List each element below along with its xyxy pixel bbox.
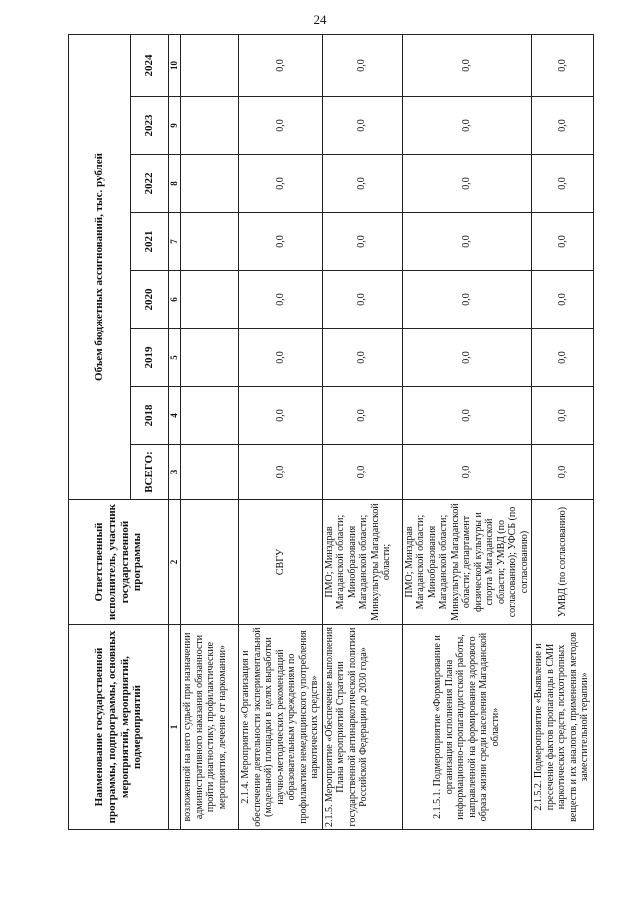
column-number: 5 — [169, 329, 181, 387]
row-value — [181, 97, 239, 155]
header-year: 2018 — [131, 387, 169, 445]
row-program-name: 2.1.5. Мероприятие «Обеспечение выполнения Плана мероприятий Стратегии государственной антинаркотической политики Российской Федерации до 2030 года» — [322, 625, 402, 830]
row-value: 0,0 — [532, 155, 594, 213]
budget-table — [68, 34, 594, 830]
row-value: 0,0 — [239, 213, 323, 271]
row-value — [181, 155, 239, 213]
row-value: 0,0 — [532, 34, 594, 96]
row-value: 0,0 — [402, 155, 532, 213]
column-number: 9 — [169, 97, 181, 155]
row-value — [181, 387, 239, 445]
header-year: 2021 — [131, 213, 169, 271]
row-value — [181, 271, 239, 329]
table-row — [532, 34, 594, 829]
row-value: 0,0 — [402, 329, 532, 387]
row-total: 0,0 — [239, 445, 323, 500]
row-value: 0,0 — [322, 155, 402, 213]
row-value: 0,0 — [402, 34, 532, 96]
column-number: 2 — [169, 500, 181, 625]
row-value: 0,0 — [322, 329, 402, 387]
row-value: 0,0 — [532, 329, 594, 387]
row-value: 0,0 — [322, 34, 402, 96]
column-number: 6 — [169, 271, 181, 329]
row-value: 0,0 — [402, 97, 532, 155]
row-program-name: 2.1.5.1. Подмероприятие «Формирование и организация исполнения Плана информационно-пропагандистской работы, направленной на формирование здорового образа жизни среди населения Магаданской области» — [402, 625, 532, 830]
column-number: 1 — [169, 625, 181, 830]
row-executor: ПМО; Минздрав Магаданской области; Минобразования Магаданской области; Минкультуры Магаданской области; департамент физической культуры и спорта Магаданской области; УМВД (по согласованию); УФСБ (по согласованию) — [402, 500, 532, 625]
column-number: 4 — [169, 387, 181, 445]
header-total: ВСЕГО: — [131, 445, 169, 500]
rotated-table-container — [68, 35, 590, 830]
column-number: 10 — [169, 34, 181, 96]
row-value: 0,0 — [322, 97, 402, 155]
row-value: 0,0 — [239, 155, 323, 213]
row-value: 0,0 — [402, 387, 532, 445]
row-value: 0,0 — [402, 271, 532, 329]
row-value — [181, 34, 239, 96]
column-number: 7 — [169, 213, 181, 271]
column-number: 3 — [169, 445, 181, 500]
table-row — [322, 34, 402, 829]
column-number: 8 — [169, 155, 181, 213]
table-row — [402, 34, 532, 829]
header-year: 2019 — [131, 329, 169, 387]
row-executor: УМВД (по согласованию) — [532, 500, 594, 625]
row-total: 0,0 — [322, 445, 402, 500]
header-year: 2020 — [131, 271, 169, 329]
table-row — [239, 34, 323, 829]
header-executor: Ответственный исполнитель, участник государственной программы — [69, 500, 169, 625]
row-value — [181, 329, 239, 387]
header-year: 2024 — [131, 34, 169, 96]
row-total: 0,0 — [402, 445, 532, 500]
row-value: 0,0 — [239, 97, 323, 155]
row-value: 0,0 — [532, 213, 594, 271]
row-value: 0,0 — [532, 271, 594, 329]
row-executor: СВГУ — [239, 500, 323, 625]
row-value: 0,0 — [402, 213, 532, 271]
header-year: 2022 — [131, 155, 169, 213]
row-value: 0,0 — [532, 97, 594, 155]
row-value: 0,0 — [322, 213, 402, 271]
row-value: 0,0 — [532, 387, 594, 445]
row-program-name: 2.1.5.2. Подмероприятие «Выявление и пресечение фактов пропаганды в СМИ наркотических средств, психотропных веществ и их аналогов, применения методов заместительной терапии» — [532, 625, 594, 830]
row-executor: ПМО; Минздрав Магаданской области; Минобразования Магаданской области; Минкультуры Магаданской области; — [322, 500, 402, 625]
row-value — [181, 213, 239, 271]
row-value: 0,0 — [239, 387, 323, 445]
row-total — [181, 445, 239, 500]
row-program-name: возложенной на него судьей при назначении административного наказания обязанности пройти диагностику, профилактические мероприятия, лечение от наркомании» — [181, 625, 239, 830]
row-value: 0,0 — [239, 329, 323, 387]
row-value: 0,0 — [322, 387, 402, 445]
row-value: 0,0 — [322, 271, 402, 329]
page-number: 24 — [313, 12, 327, 27]
header-funding: Объем бюджетных ассигнований, тыс. рублей — [69, 34, 131, 499]
row-program-name: 2.1.4. Мероприятие «Организация и обеспечение деятельности экспериментальной (модельной) площадки в целях выработки научно-методических рекомендаций образовательным учреждениям по профилактике немедицинского употребления наркотических средств» — [239, 625, 323, 830]
row-executor — [181, 500, 239, 625]
row-value: 0,0 — [239, 34, 323, 96]
row-value: 0,0 — [239, 271, 323, 329]
header-program-name: Наименование государственной программы, подпрограммы, основных мероприятий, мероприятий, подмероприятий — [69, 625, 169, 830]
row-total: 0,0 — [532, 445, 594, 500]
table-row — [181, 34, 239, 829]
header-year: 2023 — [131, 97, 169, 155]
